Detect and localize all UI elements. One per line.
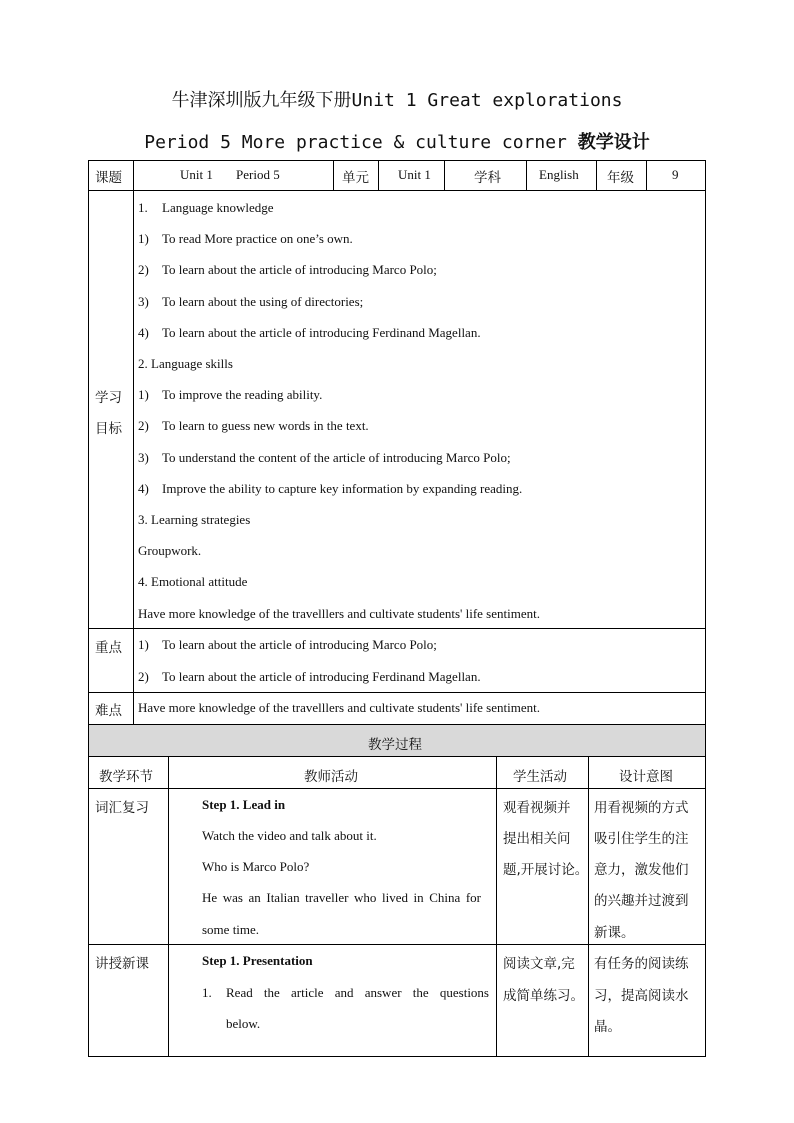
- col-intent-header: 设计意图: [619, 769, 673, 785]
- rule: [88, 1056, 706, 1057]
- rule: [526, 160, 527, 190]
- col-stage-header: 教学环节: [99, 769, 153, 785]
- col-teacher-header: 教师活动: [304, 769, 358, 785]
- objective-line: Groupwork.: [138, 543, 202, 558]
- intent-line: 的兴趣并过渡到: [594, 893, 689, 909]
- rule: [88, 944, 706, 945]
- objective-heading: 2. Language skills: [138, 356, 233, 371]
- objective-line: Have more knowledge of the travelllers and cultivate students' life sentiment.: [138, 606, 540, 621]
- difficult-points-label: 难点: [95, 703, 122, 719]
- objective-line: 1) To read More practice on one’s own.: [138, 231, 353, 246]
- rule: [596, 160, 597, 190]
- topic-label: 课题: [95, 170, 122, 186]
- rule: [496, 756, 497, 1056]
- grade-label: 年级: [607, 170, 634, 186]
- unit-label: 单元: [342, 170, 369, 186]
- teacher-line: Read the article and answer the questions: [226, 985, 489, 1000]
- objective-line: 3) To learn about the using of directories;: [138, 294, 364, 309]
- rule: [133, 160, 134, 724]
- teacher-line: He was an Italian traveller who lived in China for: [202, 890, 481, 905]
- subject-value: English: [539, 167, 579, 182]
- process-heading: 教学过程: [368, 737, 422, 753]
- title-cn-part: 牛津深圳版九年级下册: [171, 90, 352, 111]
- document-title-line-2: [0, 128, 794, 154]
- objective-line: 4) Improve the ability to capture key information by expanding reading.: [138, 481, 523, 496]
- difficult-point-text: Have more knowledge of the travelllers and cultivate students' life sentiment.: [138, 700, 540, 715]
- intent-line: 有任务的阅读练: [594, 956, 689, 972]
- objectives-label-1: 学习: [95, 390, 122, 406]
- rule: [88, 628, 706, 629]
- rule: [705, 160, 706, 1057]
- objective-line: 2) To learn about the article of introducing Marco Polo;: [138, 262, 437, 277]
- rule: [88, 190, 706, 191]
- rule: [88, 692, 706, 693]
- rule: [378, 160, 379, 190]
- objective-line: 1. Language knowledge: [138, 200, 274, 215]
- objective-line: 4) To learn about the article of introducing Ferdinand Magellan.: [138, 325, 481, 340]
- teacher-line: below.: [226, 1016, 261, 1031]
- step-title: Step 1. Lead in: [202, 797, 286, 812]
- stage-cell: 讲授新课: [95, 956, 149, 972]
- teacher-line: Watch the video and talk about it.: [202, 828, 377, 843]
- rule: [88, 788, 706, 789]
- key-points-label: 重点: [95, 640, 122, 656]
- objective-heading: 3. Learning strategies: [138, 512, 251, 527]
- col-student-header: 学生活动: [513, 769, 567, 785]
- intent-line: 新课。: [594, 925, 635, 941]
- intent-line: 晶。: [594, 1019, 621, 1035]
- teacher-line-number: 1.: [202, 985, 212, 1000]
- topic-value-period: Period 5: [236, 167, 280, 182]
- intent-line: 用看视频的方式: [594, 800, 689, 816]
- title-en-part: Unit 1 Great explorations: [351, 90, 623, 111]
- key-point-line: 1) To learn about the article of introducing Marco Polo;: [138, 637, 437, 652]
- rule: [88, 756, 706, 757]
- rule: [646, 160, 647, 190]
- student-line: 成简单练习。: [503, 988, 584, 1004]
- rule: [88, 724, 706, 725]
- topic-value-unit: Unit 1: [180, 167, 213, 182]
- student-line: 提出相关问: [503, 831, 571, 847]
- rule: [333, 160, 334, 190]
- objective-line: 2) To learn to guess new words in the text.: [138, 418, 369, 433]
- teacher-line: some time.: [202, 922, 260, 937]
- rule: [588, 756, 589, 1056]
- rule: [168, 756, 169, 1056]
- document-title-line-1: [0, 86, 794, 112]
- title-en-part-2: Period 5 More practice & culture corner: [144, 132, 567, 153]
- unit-value: Unit 1: [398, 167, 431, 182]
- grade-value: 9: [672, 167, 679, 182]
- student-line: 阅读文章,完: [503, 956, 575, 972]
- objective-line: 3) To understand the content of the article of introducing Marco Polo;: [138, 450, 511, 465]
- stage-cell: 词汇复习: [95, 800, 149, 816]
- intent-line: 吸引住学生的注: [594, 831, 689, 847]
- objectives-label-2: 目标: [95, 421, 122, 437]
- step-title: Step 1. Presentation: [202, 953, 313, 968]
- student-line: 观看视频并: [503, 800, 571, 816]
- objective-line: 1) To improve the reading ability.: [138, 387, 323, 402]
- key-point-line: 2) To learn about the article of introducing Ferdinand Magellan.: [138, 669, 481, 684]
- rule: [88, 160, 706, 161]
- intent-line: 意力，激发他们: [594, 862, 689, 878]
- intent-line: 习，提高阅读水: [594, 988, 689, 1004]
- teacher-line: Who is Marco Polo?: [202, 859, 310, 874]
- subject-label: 学科: [474, 170, 501, 186]
- rule: [88, 160, 89, 1057]
- rule: [444, 160, 445, 190]
- objective-heading: 4. Emotional attitude: [138, 574, 248, 589]
- title-cn-part-2: 教学设计: [577, 132, 650, 153]
- student-line: 题,开展讨论。: [503, 862, 589, 878]
